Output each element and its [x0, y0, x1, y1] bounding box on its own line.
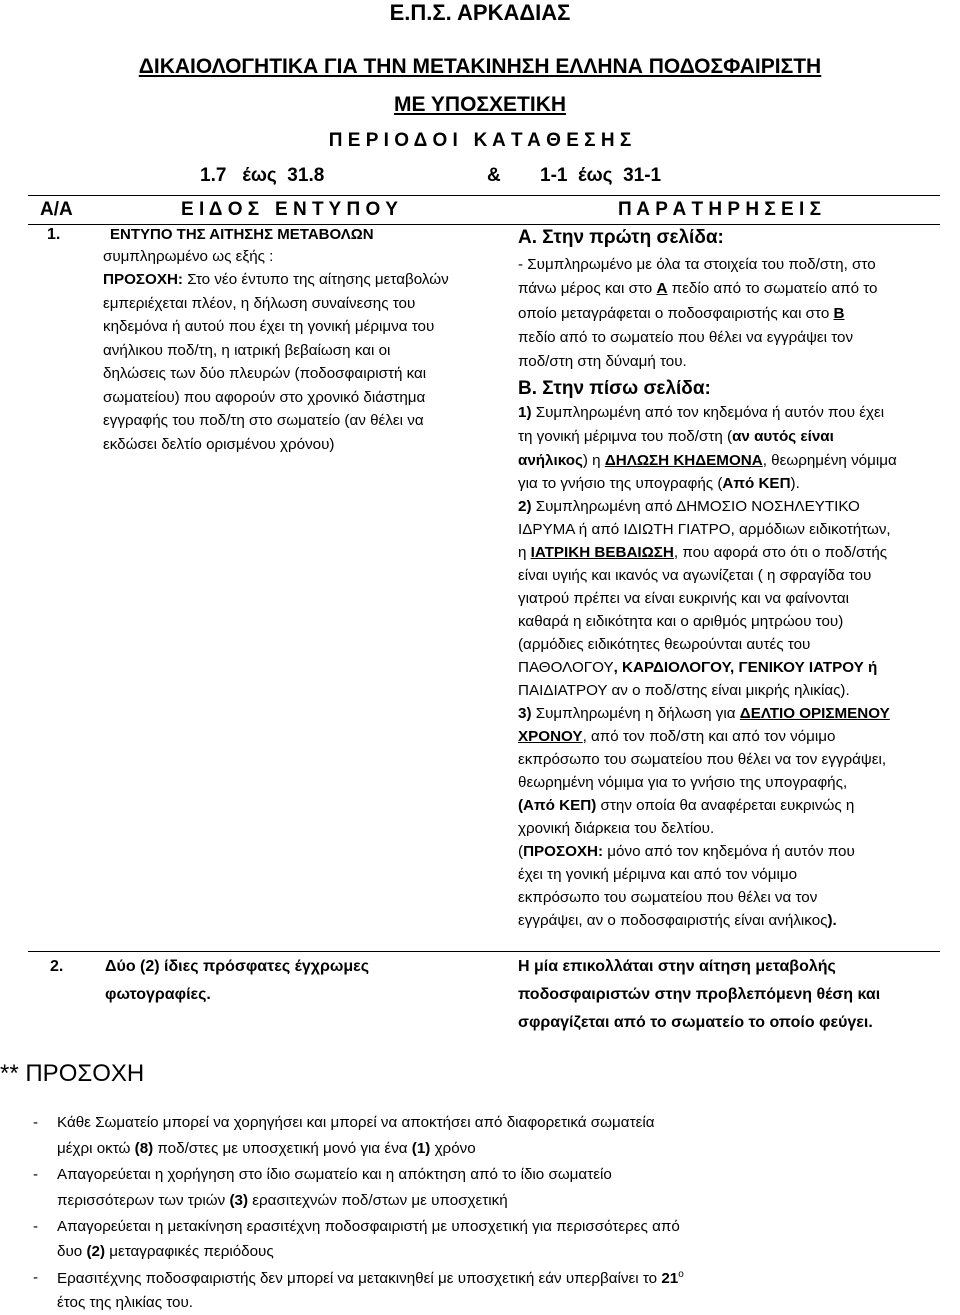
row1-title: ΕΝΤΥΠΟ ΤΗΣ ΑΙΤΗΣΗΣ ΜΕΤΑΒΟΛΩΝ [110, 226, 374, 243]
notes-line [518, 797, 854, 814]
warning-ordinal-suffix: ο [678, 1269, 684, 1280]
notes-line [518, 280, 878, 297]
warning-text: Ερασιτέχνης ποδοσφαιριστής δεν μπορεί να μετακινηθεί με υποσχετική εάν υπερβαίνει το [57, 1270, 662, 1288]
row1-line: εκδώσει δελτίο ορισμένου χρόνου) [103, 436, 335, 453]
notes-text: τη γονική μέριμνα του ποδ/στη ( [518, 428, 733, 445]
table-top-rule [28, 195, 940, 196]
notes-medical-certificate: ΙΑΤΡΙΚΗ ΒΕΒΑΙΩΣΗ [530, 544, 674, 561]
notes-bold-text: , ΚΑΡΔΙΟΛΟΓΟΥ, ΓΕΝΙΚΟΥ ΙΑΤΡΟΥ ή [613, 659, 878, 676]
notes-field-b: Β [833, 305, 845, 322]
notes-line: γιατρού πρέπει να είναι ευκρινής και να φαίνονται [518, 590, 850, 607]
notes-text: η [518, 544, 531, 561]
notes-line: καθαρά η ειδικότητα και ο αριθμός μητρώου του) [518, 613, 844, 630]
notes-text: πάνω μέρος και στο [518, 280, 657, 297]
row2-notes-line: ποδοσφαιριστών στην προβλεπόμενη θέση και [518, 986, 881, 1003]
period-amp: & [487, 165, 501, 186]
notes-line [518, 843, 855, 860]
warning-item-line [57, 1140, 476, 1157]
notes-line: θεωρημένη νόμιμα για το γνήσιο της υπογραφής, [518, 774, 848, 791]
notes-text: , θεωρημένη νόμιμα [762, 452, 897, 469]
warning-bullet-dash: - [33, 1269, 39, 1286]
notes-section-b-heading: Β. Στην πίσω σελίδα: [518, 378, 711, 399]
warning-bold-number: (2) [86, 1243, 105, 1260]
notes-text: ). [790, 475, 800, 492]
warning-text: ερασιτεχνών ποδ/στων με υποσχετική [248, 1192, 508, 1209]
col-header-notes: Π Α Ρ Α Τ Η Ρ Η Σ Ε Ι Σ [618, 199, 821, 220]
notes-fixed-term-card: ΔΕΛΤΙΟ ΟΡΙΣΜΕΝΟΥ [739, 705, 890, 722]
notes-section-a-heading: Α. Στην πρώτη σελίδα: [518, 227, 724, 248]
row1-line: εγγραφής του ποδ/τη στο σωματείο (αν θέλει να [103, 412, 424, 429]
notes-text: για το γνήσιο της υπογραφής ( [518, 475, 723, 492]
table-header-rule [28, 224, 940, 225]
warning-text: χρόνο [430, 1140, 476, 1157]
notes-line [518, 498, 860, 515]
notes-text: εγγράψει, αν ο ποδοσφαιριστής είναι ανήλικος [518, 912, 828, 929]
notes-field-a: Α [656, 280, 668, 297]
row2-notes-line: σφραγίζεται από το σωματείο το οποίο φεύγει. [518, 1014, 873, 1031]
notes-bold-text: ανήλικος [518, 452, 583, 469]
warning-item-line: Κάθε Σωματείο μπορεί να χορηγήσει και μπορεί να αποκτήσει από διαφορετικά σωματεία [57, 1114, 655, 1131]
warning-bold-number: (8) [134, 1140, 154, 1157]
notes-line [518, 912, 837, 929]
row1-line: εμπεριέχεται πλέον, η δήλωση συναίνεσης του [103, 295, 416, 312]
doc-subtitle: ΜΕ ΥΠΟΣΧΕΤΙΚΗ [393, 93, 567, 116]
row2-num: 2. [50, 958, 64, 975]
notes-line [518, 475, 800, 492]
notes-item-number: 1) [518, 404, 532, 421]
notes-line [518, 705, 890, 722]
notes-line [518, 544, 887, 561]
notes-line: είναι υγιής και ικανός να αγωνίζεται ( η σφραγίδα του [518, 567, 872, 584]
row1-line: κηδεμόνα ή αυτού που έχει τη γονική μέριμνα του [103, 318, 435, 335]
row1-line: ανήλικου ποδ/τη, η ιατρική βεβαίωση και οι [103, 342, 391, 359]
warning-item-line [57, 1269, 684, 1287]
notes-text: , από τον ποδ/στη και από τον νόμιμο [582, 728, 836, 745]
notes-item-number: 3) [518, 705, 532, 722]
warning-bullet-dash: - [33, 1114, 39, 1131]
warning-item-line [57, 1243, 274, 1260]
notes-bold-text: (Από ΚΕΠ) [518, 797, 597, 814]
row2-notes-line: Η μία επικολλάται στην αίτηση μεταβολής [518, 958, 836, 975]
notes-line: (αρμόδιες ειδικότητες θεωρούνται αυτές του [518, 636, 811, 653]
notes-text: στην οποία θα αναφέρεται ευκρινώς η [596, 797, 855, 814]
notes-text: Συμπληρωμένη από ΔΗΜΟΣΙΟ ΝΟΣΗΛΕΥΤΙΚΟ [531, 498, 860, 515]
notes-line: ποδ/στη στη δύναμή του. [518, 353, 687, 370]
notes-line: χρονική διάρκεια του δελτίου. [518, 820, 715, 837]
notes-line: - Συμπληρωμένο με όλα τα στοιχεία του ποδ/στη, στο [518, 256, 876, 273]
notes-text: ΠΑΘΟΛΟΓΟΥ [518, 659, 614, 676]
row1-line [103, 271, 449, 288]
notes-text: Συμπληρωμένη από τον κηδεμόνα ή αυτόν που έχει [531, 404, 885, 421]
row2-line: Δύο (2) ίδιες πρόσφατες έγχρωμες [105, 958, 370, 975]
row1-line-text: Στο νέο έντυπο της αίτησης μεταβολών [183, 271, 449, 288]
notes-text: , που αφορά στο ότι ο ποδ/στής [673, 544, 888, 561]
notes-line: ΙΔΡΥΜΑ ή από ΙΔΙΩΤΗ ΓΙΑΤΡΟ, αρμόδιων ειδικοτήτων, [518, 521, 891, 538]
col-header-num: Α/Α [40, 199, 73, 220]
notes-text: ) η [582, 452, 605, 469]
warning-item-line: Απαγορεύεται η μετακίνηση ερασιτέχνη ποδοσφαιριστή με υποσχετική για περισσότερες από [57, 1218, 680, 1235]
warning-bullet-dash: - [33, 1166, 39, 1183]
warning-text: περισσότερων των τριών [57, 1192, 230, 1209]
col-header-type: Ε Ι Δ Ο Σ Ε Ν Τ Υ Π Ο Υ [181, 199, 398, 220]
period-a: 1.7 έως 31.8 [200, 165, 325, 186]
notes-line [518, 428, 834, 445]
row1-num: 1. [47, 226, 61, 243]
row1-line: συμπληρωμένο ως εξής : [103, 248, 274, 265]
row1-attention-label: ΠΡΟΣΟΧΗ: [103, 271, 183, 288]
warning-title: ** ΠΡΟΣΟΧΗ [0, 1060, 145, 1087]
notes-line: έχει τη γονική μέριμνα και από τον νόμιμο [518, 866, 798, 883]
notes-text: Συμπληρωμένη η δήλωση για [531, 705, 740, 722]
notes-text: μόνο από τον κηδεμόνα ή αυτόν που [603, 843, 855, 860]
warning-bold-number: (3) [229, 1192, 249, 1209]
notes-text: ( [518, 843, 524, 860]
warning-bold-number: (1) [411, 1140, 431, 1157]
notes-line: εκπρόσωπο του σωματείου που θέλει να τον [518, 889, 818, 906]
warning-item-line: Απαγορεύεται η χορήγηση στο ίδιο σωματείο και η απόκτηση από το ίδιο σωματείο [57, 1166, 612, 1183]
notes-line [518, 404, 884, 421]
periods-label: Π Ε Ρ Ι Ο Δ Ο Ι Κ Α Τ Α Θ Ε Σ Η Σ [328, 130, 632, 151]
period-b: 1-1 έως 31-1 [540, 165, 662, 186]
warning-bullet-dash: - [33, 1218, 39, 1235]
notes-text: πεδίο από το σωματείο από το [667, 280, 878, 297]
notes-line: πεδίο από το σωματείο που θέλει να εγγράψει τον [518, 329, 854, 346]
row-separator-rule [28, 951, 940, 952]
notes-line [518, 305, 844, 322]
warning-text: μέχρι οκτώ [57, 1140, 135, 1157]
notes-bold-text: ). [827, 912, 837, 929]
notes-line: εκπρόσωπο του σωματείου που θέλει να τον εγγράψει, [518, 751, 887, 768]
doc-title: ΔΙΚΑΙΟΛΟΓΗΤΙΚΑ ΓΙΑ ΤΗΝ ΜΕΤΑΚΙΝΗΣΗ ΕΛΛΗΝΑ ΠΟΔΟΣΦΑΙΡΙΣΤΗ [138, 55, 822, 78]
notes-line [518, 659, 877, 676]
notes-line: ΠΑΙΔΙΑΤΡΟΥ αν ο ποδ/στης είναι μικρής ηλικίας). [518, 682, 850, 699]
notes-line [518, 452, 897, 469]
notes-fixed-term-card: ΧΡΟΝΟΥ [518, 728, 583, 745]
row2-line: φωτογραφίες. [105, 986, 211, 1003]
warning-item-line [57, 1192, 508, 1209]
row1-line: δηλώσεις των δύο πλευρών (ποδοσφαιριστή και [103, 365, 427, 382]
notes-attention-label: ΠΡΟΣΟΧΗ: [523, 843, 604, 860]
notes-line [518, 728, 836, 745]
notes-text: οποίο μεταγράφεται ο ποδοσφαιριστής και στο [518, 305, 834, 322]
notes-item-number: 2) [518, 498, 532, 515]
warning-bold-number: 21 [661, 1270, 679, 1288]
notes-guardian-declaration: ΔΗΛΩΣΗ ΚΗΔΕΜΟΝΑ [604, 452, 763, 469]
row1-line: σωματείου) που αφορούν στο χρονικό διάστημα [103, 389, 426, 406]
notes-bold-text: αν αυτός είναι [732, 428, 834, 445]
warning-text: δυο [57, 1243, 87, 1260]
warning-text: ποδ/στες με υποσχετική μονό για ένα [153, 1140, 412, 1157]
warning-text: μεταγραφικές περιόδους [105, 1243, 274, 1260]
notes-bold-text: Από ΚΕΠ [722, 475, 791, 492]
warning-item-line: έτος της ηλικίας του. [57, 1294, 193, 1311]
org-title: Ε.Π.Σ. ΑΡΚΑΔΙΑΣ [389, 0, 571, 25]
